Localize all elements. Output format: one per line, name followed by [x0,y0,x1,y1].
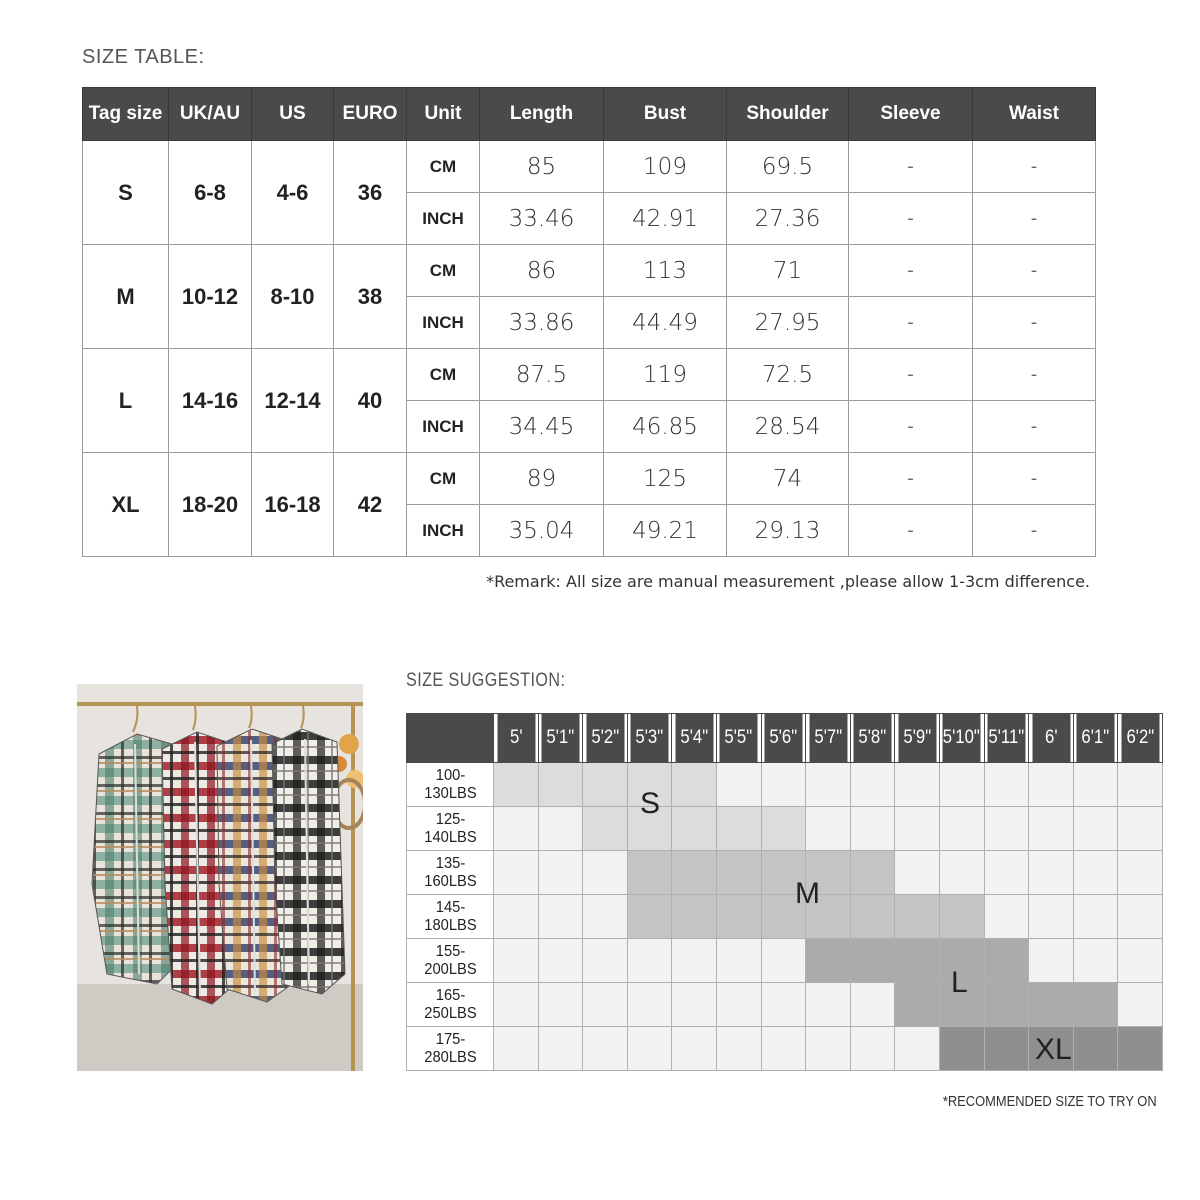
grid-cell-empty [984,763,1029,807]
size-suggestion-title: SIZE SUGGESTION: [406,670,566,691]
header-unit: Unit [407,88,480,141]
grid-cell-xl [939,1027,984,1071]
unit-cell: CM [407,453,480,505]
sleeve-cell: - [849,245,973,297]
euro-cell: 42 [334,453,407,557]
grid-cell-empty [850,983,895,1027]
weight-row [407,763,1163,807]
grid-cell-empty [672,1027,717,1071]
grid-cell-empty [583,895,628,939]
grid-cell-empty [494,851,539,895]
tag-size-cell: M [83,245,169,349]
weight-label: 145-180LBS [410,895,490,939]
grid-cell-m [672,851,717,895]
grid-cell-empty [806,983,851,1027]
waist-cell: - [973,453,1096,505]
bust-cell: 119 [604,349,727,401]
grid-cell-empty [494,1027,539,1071]
grid-cell-empty [1118,983,1163,1027]
grid-cell-empty [1029,851,1074,895]
grid-cell-empty [761,939,806,983]
us-cell: 16-18 [252,453,334,557]
grid-cell-s [716,807,761,851]
grid-cell-empty [1029,763,1074,807]
grid-cell-empty [1118,939,1163,983]
tag-size-cell: XL [83,453,169,557]
height-header: 5'2" [585,714,624,763]
grid-cell-m [895,895,940,939]
waist-cell: - [973,505,1096,557]
length-cell: 33.46 [480,193,604,245]
height-header-row [407,714,1163,763]
grid-cell-empty [1118,807,1163,851]
grid-cell-m [850,851,895,895]
grid-cell-empty [583,983,628,1027]
header-sleeve: Sleeve [849,88,973,141]
grid-cell-s [538,763,583,807]
grid-cell-m [939,895,984,939]
unit-cell: INCH [407,401,480,453]
grid-cell-m [850,895,895,939]
waist-cell: - [973,193,1096,245]
unit-cell: CM [407,141,480,193]
sleeve-cell: - [849,401,973,453]
grid-cell-empty [538,1027,583,1071]
header-length: Length [480,88,604,141]
grid-cell-l [1073,983,1118,1027]
length-cell: 35.04 [480,505,604,557]
euro-cell: 40 [334,349,407,453]
length-cell: 34.45 [480,401,604,453]
grid-cell-s [672,763,717,807]
grid-cell-empty [1073,807,1118,851]
unit-cell: CM [407,245,480,297]
length-cell: 85 [480,141,604,193]
height-header: 5'3" [630,714,669,763]
shoulder-cell: 72.5 [727,349,849,401]
grid-cell-l [984,939,1029,983]
uk-au-cell: 18-20 [169,453,252,557]
weight-row [407,895,1163,939]
bust-cell: 46.85 [604,401,727,453]
grid-cell-l [984,983,1029,1027]
sleeve-cell: - [849,505,973,557]
grid-cell-empty [1118,763,1163,807]
grid-cell-m [627,851,672,895]
grid-cell-empty [627,983,672,1027]
grid-cell-empty [939,807,984,851]
unit-cell: INCH [407,297,480,349]
unit-cell: INCH [407,193,480,245]
shoulder-cell: 27.36 [727,193,849,245]
header-tag-size: Tag size [83,88,169,141]
grid-cell-xl [984,1027,1029,1071]
grid-cell-l [895,983,940,1027]
waist-cell: - [973,245,1096,297]
grid-corner [407,714,494,763]
uk-au-cell: 10-12 [169,245,252,349]
shoulder-cell: 69.5 [727,141,849,193]
grid-cell-empty [494,939,539,983]
grid-cell-empty [984,807,1029,851]
bust-cell: 49.21 [604,505,727,557]
bust-cell: 113 [604,245,727,297]
zone-label-m: M [795,877,820,910]
grid-cell-empty [716,939,761,983]
weight-row [407,939,1163,983]
grid-cell-empty [850,1027,895,1071]
grid-cell-empty [538,983,583,1027]
grid-cell-xl [1073,1027,1118,1071]
weight-row [407,983,1163,1027]
sleeve-cell: - [849,349,973,401]
bust-cell: 109 [604,141,727,193]
height-header: 5'6" [764,714,803,763]
grid-cell-empty [895,807,940,851]
length-cell: 33.86 [480,297,604,349]
bust-cell: 44.49 [604,297,727,349]
height-header: 5'1" [541,714,580,763]
shoulder-cell: 29.13 [727,505,849,557]
zone-label-s: S [640,787,661,820]
grid-cell-m [627,895,672,939]
header-us: US [252,88,334,141]
grid-cell-empty [1029,939,1074,983]
grid-cell-empty [939,763,984,807]
shoulder-cell: 71 [727,245,849,297]
grid-cell-empty [1118,851,1163,895]
height-header: 5'7" [808,714,847,763]
bust-cell: 42.91 [604,193,727,245]
height-header: 6' [1031,714,1070,763]
grid-cell-empty [538,895,583,939]
grid-cell-s [583,763,628,807]
grid-cell-empty [627,939,672,983]
zone-label-l: L [951,966,968,999]
header-bust: Bust [604,88,727,141]
uk-au-cell: 6-8 [169,141,252,245]
recommended-footnote: *RECOMMENDED SIZE TO TRY ON [943,1093,1157,1110]
header-euro: EURO [334,88,407,141]
grid-cell-empty [583,1027,628,1071]
weight-label: 165-250LBS [410,983,490,1027]
grid-cell-empty [627,1027,672,1071]
height-header: 5'9" [898,714,937,763]
euro-cell: 38 [334,245,407,349]
grid-cell-m [716,895,761,939]
shoulder-cell: 74 [727,453,849,505]
grid-cell-empty [1073,895,1118,939]
grid-cell-xl [1118,1027,1163,1071]
grid-cell-empty [761,763,806,807]
zone-label-xl: XL [1035,1033,1072,1066]
grid-cell-empty [583,851,628,895]
grid-cell-empty [984,851,1029,895]
grid-cell-empty [806,1027,851,1071]
grid-cell-empty [1029,807,1074,851]
height-header: 5'5" [719,714,758,763]
weight-label: 100-130LBS [410,763,490,807]
grid-cell-empty [672,939,717,983]
sleeve-cell: - [849,453,973,505]
grid-cell-empty [494,807,539,851]
euro-cell: 36 [334,141,407,245]
waist-cell: - [973,297,1096,349]
grid-cell-empty [761,1027,806,1071]
grid-cell-empty [984,895,1029,939]
grid-cell-empty [1029,895,1074,939]
shoulder-cell: 27.95 [727,297,849,349]
weight-row [407,851,1163,895]
grid-cell-s [761,807,806,851]
weight-label: 125-140LBS [410,807,490,851]
weight-row [407,807,1163,851]
grid-cell-l [1029,983,1074,1027]
header-uk-au: UK/AU [169,88,252,141]
grid-cell-empty [716,1027,761,1071]
us-cell: 12-14 [252,349,334,453]
size-table-title: SIZE TABLE: [82,46,205,68]
height-header: 6'1" [1076,714,1115,763]
us-cell: 8-10 [252,245,334,349]
length-cell: 86 [480,245,604,297]
grid-cell-m [716,851,761,895]
waist-cell: - [973,349,1096,401]
grid-cell-empty [538,807,583,851]
height-header: 6'2" [1120,714,1159,763]
sleeve-cell: - [849,141,973,193]
grid-cell-s [583,807,628,851]
us-cell: 4-6 [252,141,334,245]
waist-cell: - [973,141,1096,193]
weight-label: 155-200LBS [410,939,490,983]
grid-cell-l [806,939,851,983]
length-cell: 87.5 [480,349,604,401]
sleeve-cell: - [849,193,973,245]
height-header: 5' [496,714,535,763]
header-shoulder: Shoulder [727,88,849,141]
grid-cell-empty [761,983,806,1027]
grid-cell-empty [1073,763,1118,807]
header-waist: Waist [973,88,1096,141]
grid-cell-empty [1118,895,1163,939]
grid-cell-empty [850,807,895,851]
waist-cell: - [973,401,1096,453]
grid-cell-empty [494,983,539,1027]
grid-cell-empty [939,851,984,895]
grid-cell-empty [583,939,628,983]
grid-cell-empty [1073,939,1118,983]
length-cell: 89 [480,453,604,505]
size-remark: *Remark: All size are manual measurement ,please allow 1-3cm difference. [486,572,1090,591]
unit-cell: CM [407,349,480,401]
grid-cell-empty [806,763,851,807]
weight-label: 135-160LBS [410,851,490,895]
height-header: 5'8" [853,714,892,763]
uk-au-cell: 14-16 [169,349,252,453]
bust-cell: 125 [604,453,727,505]
grid-cell-s [494,763,539,807]
grid-cell-empty [672,983,717,1027]
grid-cell-s [672,807,717,851]
shoulder-cell: 28.54 [727,401,849,453]
grid-cell-empty [494,895,539,939]
grid-cell-empty [538,939,583,983]
height-header: 5'10" [942,714,981,763]
grid-cell-l [895,939,940,983]
grid-cell-empty [895,763,940,807]
grid-cell-empty [895,851,940,895]
sleeve-cell: - [849,297,973,349]
height-header: 5'4" [675,714,714,763]
grid-cell-empty [895,1027,940,1071]
unit-cell: INCH [407,505,480,557]
weight-label: 175-280LBS [410,1027,490,1071]
tag-size-cell: S [83,141,169,245]
grid-cell-empty [850,763,895,807]
grid-cell-empty [716,763,761,807]
size-suggestion-grid [406,713,1163,1071]
grid-cell-empty [1073,851,1118,895]
grid-cell-empty [716,983,761,1027]
grid-cell-m [672,895,717,939]
grid-cell-empty [806,807,851,851]
grid-cell-empty [538,851,583,895]
grid-cell-l [850,939,895,983]
height-header: 5'11" [987,714,1026,763]
tag-size-cell: L [83,349,169,453]
